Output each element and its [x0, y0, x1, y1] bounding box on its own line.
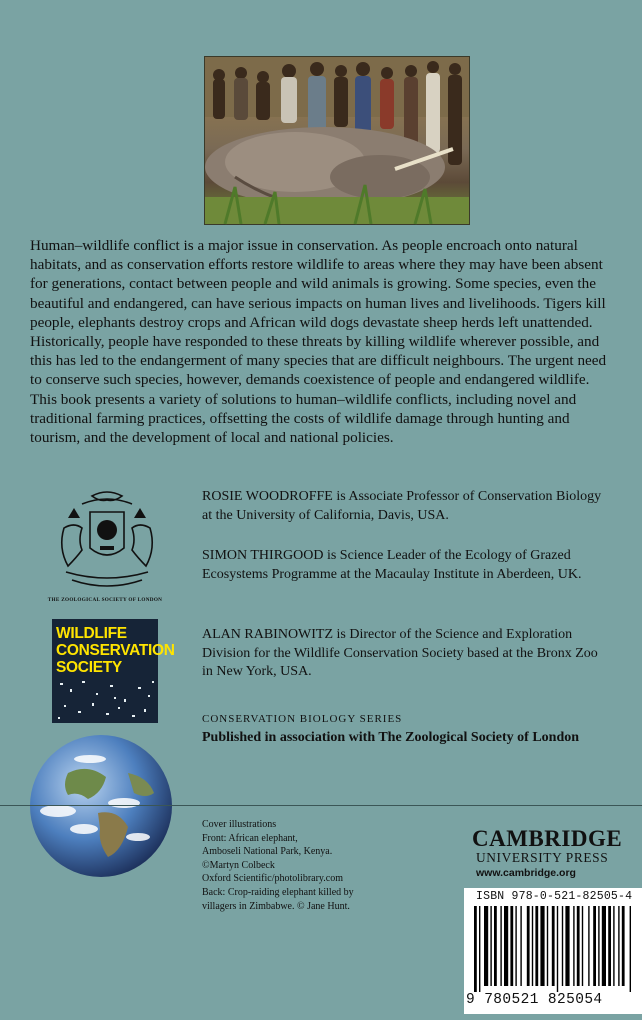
- barcode-bar: [608, 906, 611, 986]
- zoological-society-crest-logo: [52, 488, 162, 608]
- isbn-barcode: [464, 888, 642, 1014]
- barcode-bar: [510, 906, 513, 986]
- barcode-bar: [515, 906, 516, 986]
- barcode-bar: [630, 906, 631, 992]
- credit-line: Amboseli National Park, Kenya.: [202, 846, 333, 858]
- barcode-bar: [520, 906, 521, 986]
- barcode-digits: 9 780521 825054: [466, 992, 603, 1008]
- barcode-bar: [532, 906, 533, 986]
- barcode-bar: [494, 906, 497, 986]
- barcode-bar: [613, 906, 614, 986]
- barcode-bar: [484, 906, 488, 986]
- series-label: CONSERVATION BIOLOGY SERIES: [202, 713, 403, 725]
- barcode-bar: [598, 906, 599, 986]
- barcode-bar: [500, 906, 501, 986]
- author-bio-woodroffe: ROSIE WOODROFFE is Associate Professor of Conservation Biology at the University of California, Davis, USA.: [202, 489, 602, 523]
- barcode-bar: [618, 906, 619, 986]
- barcode-bar: [552, 906, 555, 986]
- wcs-line: CONSERVATION: [56, 642, 175, 659]
- barcode-bar: [588, 906, 589, 986]
- cover-credits: [202, 818, 412, 913]
- barcode-bar: [602, 906, 606, 986]
- barcode-bar: [479, 906, 480, 992]
- barcode-bar: [540, 906, 544, 986]
- barcode-bar: [504, 906, 508, 986]
- credit-line: Back: Crop-raiding elephant killed by: [202, 886, 354, 898]
- barcode-bar: [547, 906, 548, 986]
- wildlife-conservation-society-logo: [52, 619, 175, 723]
- barcode-bar: [582, 906, 583, 986]
- globe-image: [28, 733, 174, 879]
- credit-line: Front: African elephant,: [202, 832, 298, 844]
- credit-line: Cover illustrations: [202, 819, 277, 830]
- publisher-press: UNIVERSITY PRESS: [476, 850, 609, 865]
- barcode-bar: [562, 906, 563, 986]
- barcode-bar: [474, 906, 477, 992]
- published-in-association: Published in association with The Zoological Society of London: [202, 730, 580, 745]
- publisher-name: CAMBRIDGE: [472, 826, 623, 851]
- credit-line: ©Martyn Colbeck: [202, 859, 275, 871]
- wcs-line: SOCIETY: [56, 659, 122, 676]
- publisher-url: www.cambridge.org: [476, 867, 576, 879]
- author-bio-thirgood: SIMON THIRGOOD is Science Leader of the Ecology of Grazed Ecosystems Programme at the Macaulay Institute in Aberdeen, UK.: [202, 548, 582, 582]
- barcode-bar: [565, 906, 569, 986]
- barcode-bar: [535, 906, 538, 986]
- credit-line: villagers in Zimbabwe. © Jane Hunt.: [202, 900, 350, 912]
- barcode-bar: [577, 906, 580, 986]
- barcode-bar: [622, 906, 625, 986]
- barcode-bars: [470, 906, 636, 992]
- book-description: Human–wildlife conflict is a major issue in conservation. As people encroach onto natural habitats, and as conservation efforts restore wildlife to areas where they may have been absent for generations, contact between people and wild animals is growing. Some species, even the beautiful and endangered, can have serious impacts on human lives and livelihoods. Tigers kill people, elephants destroy crops and African wild dogs devastate sheep herds left unattended. Historically, people have responded to these threats by killing wildlife wherever possible, and this has led to the endangerment of many species that are difficult neighbours. The urgent need to conserve such species, however, demands coexistence of people and endangered wildlife. This book presents a variety of solutions to human–wildlife conflicts, including novel and traditional farming practices, offsetting the costs of wildlife damage through hunting and tourism, and the development of local and national policies.: [30, 237, 607, 447]
- cover-photo-elephant-villagers: [204, 56, 470, 225]
- zoological-society-label: THE ZOOLOGICAL SOCIETY OF LONDON: [47, 597, 163, 603]
- credit-line: Oxford Scientific/photolibrary.com: [202, 873, 343, 885]
- wcs-line: WILDLIFE: [56, 625, 127, 642]
- barcode-bar: [593, 906, 596, 986]
- divider-rule: [0, 805, 642, 806]
- barcode-bar: [573, 906, 574, 986]
- barcode-bar: [557, 906, 558, 992]
- isbn-label: ISBN 978-0-521-82505-4: [476, 890, 633, 903]
- barcode-bar: [490, 906, 491, 986]
- barcode-bar: [527, 906, 530, 986]
- author-bio-rabinowitz: ALAN RABINOWITZ is Director of the Science and Exploration Division for the Wildlife Conservation Society based at the Bronx Zoo in New York, USA.: [202, 627, 598, 679]
